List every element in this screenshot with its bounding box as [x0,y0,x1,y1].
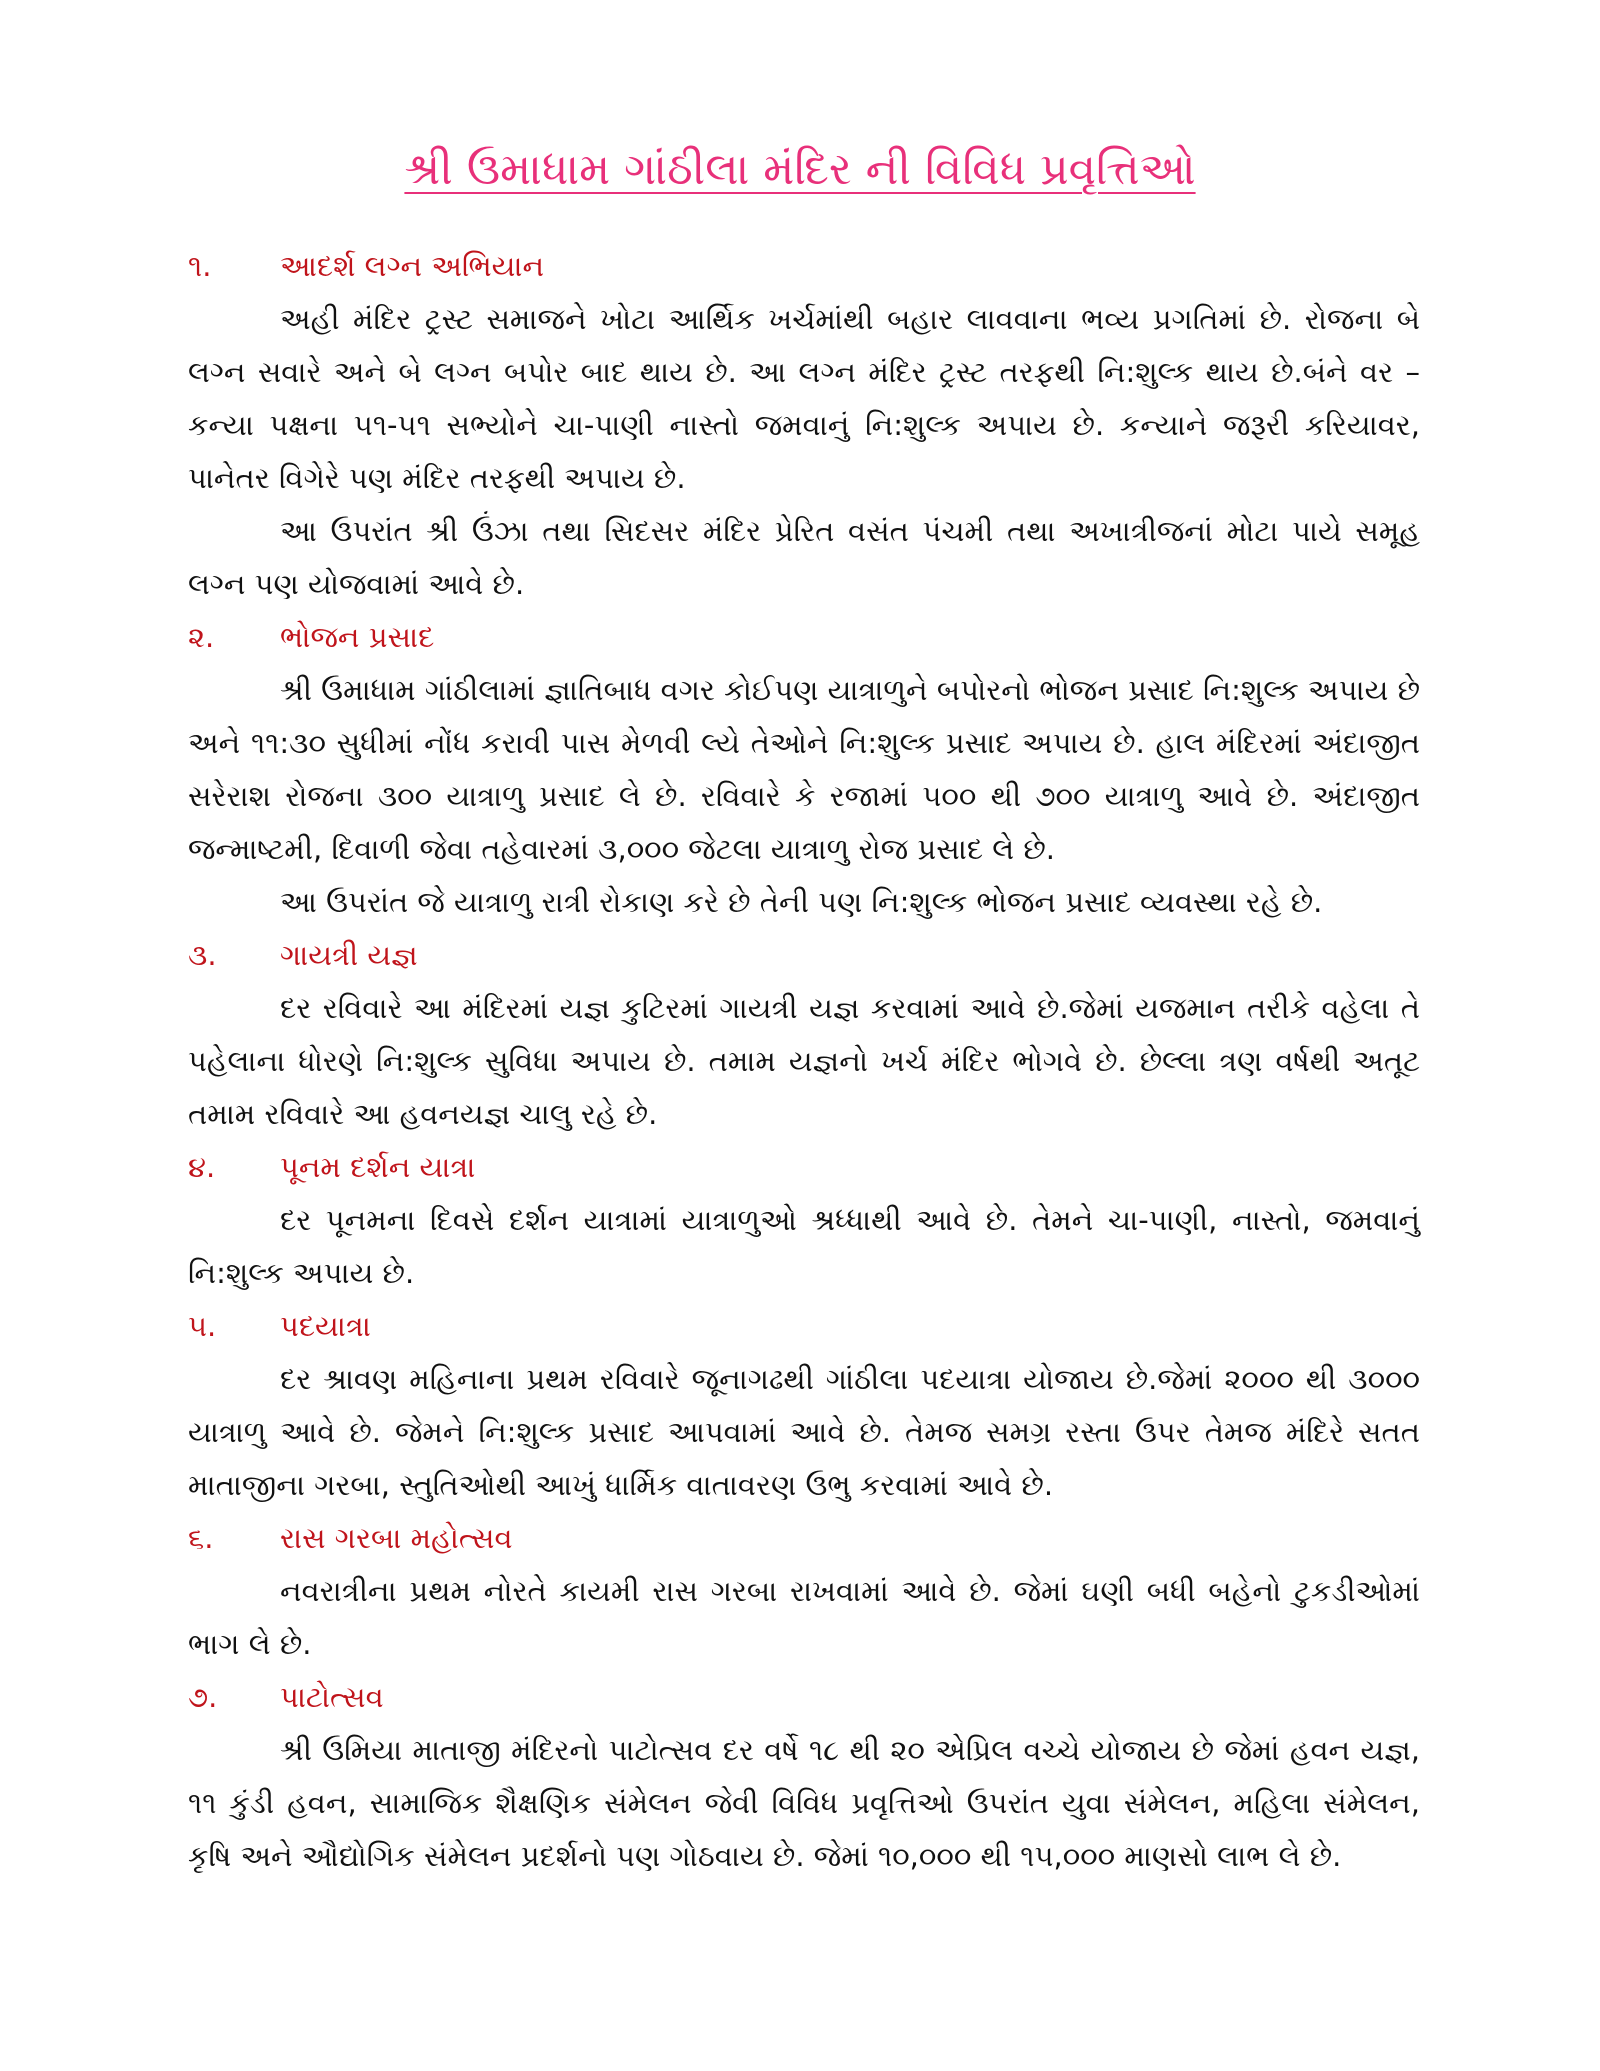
section-number: ૩. [188,938,217,972]
document-content [188,240,1420,1883]
section-paragraph: આ ઉપરાંત શ્રી ઉંઝા તથા સિદસર મંદિર પ્રેરિત વસંત પંચમી તથા અખાત્રીજનાં મોટા પાયે સમૂહ લગ્ન પણ યોજવામાં આવે છે. [188,514,1420,601]
section-paragraph: દર પૂનમના દિવસે દર્શન યાત્રામાં યાત્રાળુઓ શ્રધ્ધાથી આવે છે. તેમને ચા-પાણી, નાસ્તો, જમવાનું નિ:શુલ્ક અપાય છે. [188,1203,1420,1290]
section-paragraph: આ ઉપરાંત જે યાત્રાળુ રાત્રી રોકાણ કરે છે તેની પણ નિ:શુલ્ક ભોજન પ્રસાદ વ્યવસ્થા રહે છે. [280,885,1323,919]
section-title: રાસ ગરબા મહોત્સવ [280,1521,513,1555]
section-title: પાટોત્સવ [280,1680,384,1714]
section-number: ૧. [188,249,212,283]
section-patotsav [188,1671,1420,1883]
section-paragraph: દર શ્રાવણ મહિનાના પ્રથમ રવિવારે જૂનાગઢથી ગાંઠીલા પદયાત્રા યોજાય છે.જેમાં ૨૦૦૦ થી ૩૦૦૦ યાત્રાળુ આવે છે. જેમને નિ:શુલ્ક પ્રસાદ આપવામાં આવે છે. તેમજ સમગ્ર રસ્તા ઉપર તેમજ મંદિરે સતત માતાજીના ગરબા, સ્તુતિઓથી આખું ધાર્મિક વાતાવરણ ઉભુ કરવામાં આવે છે. [188,1362,1421,1502]
section-heading [188,1141,1420,1194]
section-title: આદર્શ લગ્ન અભિયાન [280,249,545,283]
section-ras-garba [188,1512,1420,1671]
section-number: ૬. [188,1521,214,1555]
section-title: ભોજન પ્રસાદ [280,620,435,654]
section-heading [188,929,1420,982]
section-gayatri-yagna [188,929,1420,1141]
section-heading [188,1300,1420,1353]
section-paragraph: દર રવિવારે આ મંદિરમાં યજ્ઞ કુટિરમાં ગાયત્રી યજ્ઞ કરવામાં આવે છે.જેમાં યજમાન તરીકે વહેલા તે પહેલાના ધોરણે નિ:શુલ્ક સુવિધા અપાય છે. તમામ યજ્ઞનો ખર્ચ મંદિર ભોગવે છે. છેલ્લા ત્રણ વર્ષથી અતૂટ તમામ રવિવારે આ હવનયજ્ઞ ચાલુ રહે છે. [188,991,1420,1131]
section-heading [188,1671,1420,1724]
section-heading [188,611,1420,664]
section-paragraph: શ્રી ઉમિયા માતાજી મંદિરનો પાટોત્સવ દર વર્ષે ૧૮ થી ૨૦ એપ્રિલ વચ્ચે યોજાય છે જેમાં હવન યજ્ઞ, ૧૧ કુંડી હવન, સામાજિક શૈક્ષણિક સંમેલન જેવી વિવિધ પ્રવૃત્તિઓ ઉપરાંત યુવા સંમેલન, મહિલા સંમેલન, કૃષિ અને ઔદ્યોગિક સંમેલન પ્રદર્શનો પણ ગોઠવાય છે. જેમાં ૧૦,૦૦૦ થી ૧૫,૦૦૦ માણસો લાભ લે છે. [188,1733,1420,1873]
section-number: ૫. [188,1309,217,1343]
section-paragraph: શ્રી ઉમાધામ ગાંઠીલામાં જ્ઞાતિબાધ વગર કોઈપણ યાત્રાળુને બપોરનો ભોજન પ્રસાદ નિ:શુલ્ક અપાય છે અને ૧૧:૩૦ સુધીમાં નોંધ કરાવી પાસ મેળવી લ્યે તેઓને નિ:શુલ્ક પ્રસાદ અપાય છે. હાલ મંદિરમાં અંદાજીત સરેરાશ રોજના ૩૦૦ યાત્રાળુ પ્રસાદ લે છે. રવિવારે કે રજામાં ૫૦૦ થી ૭૦૦ યાત્રાળુ આવે છે. અંદાજીત જન્માષ્ટમી, દિવાળી જેવા તહેવારમાં ૩,૦૦૦ જેટલા યાત્રાળુ રોજ પ્રસાદ લે છે. [188,673,1420,866]
section-title: ગાયત્રી યજ્ઞ [280,938,418,972]
section-bhojan-prasad [188,611,1420,929]
section-number: ૨. [188,620,215,654]
page-title-text: શ્રી ઉમાધામ ગાંઠીલા મંદિર ની વિવિધ પ્રવૃત્તિઓ [404,144,1196,195]
section-number: ૭. [188,1680,218,1714]
section-padyatra [188,1300,1420,1512]
section-punam-darshan [188,1141,1420,1300]
section-adarsh-lagna [188,240,1420,611]
section-heading [188,1512,1420,1565]
section-title: પદયાત્રા [280,1309,371,1343]
section-title: પૂનમ દર્શન યાત્રા [280,1150,476,1184]
section-number: ૪. [188,1150,216,1184]
section-paragraph: અહી મંદિર ટ્રસ્ટ સમાજને ખોટા આર્થિક ખર્ચમાંથી બહાર લાવવાના ભવ્ય પ્રગતિમાં છે. રોજના બે લગ્ન સવારે અને બે લગ્ન બપોર બાદ થાય છે. આ લગ્ન મંદિર ટ્રસ્ટ તરફથી નિ:શુલ્ક થાય છે.બંને વર – કન્યા પક્ષના ૫૧-૫૧ સભ્યોને ચા-પાણી નાસ્તો જમવાનું નિ:શુલ્ક અપાય છે. કન્યાને જરૂરી કરિયાવર, પાનેતર વિગેરે પણ મંદિર તરફથી અપાય છે. [188,302,1420,495]
section-paragraph: નવરાત્રીના પ્રથમ નોરતે કાયમી રાસ ગરબા રાખવામાં આવે છે. જેમાં ઘણી બધી બહેનો ટુકડીઓમાં ભાગ લે છે. [188,1574,1420,1661]
page-title [0,140,1600,200]
section-heading [188,240,1420,293]
